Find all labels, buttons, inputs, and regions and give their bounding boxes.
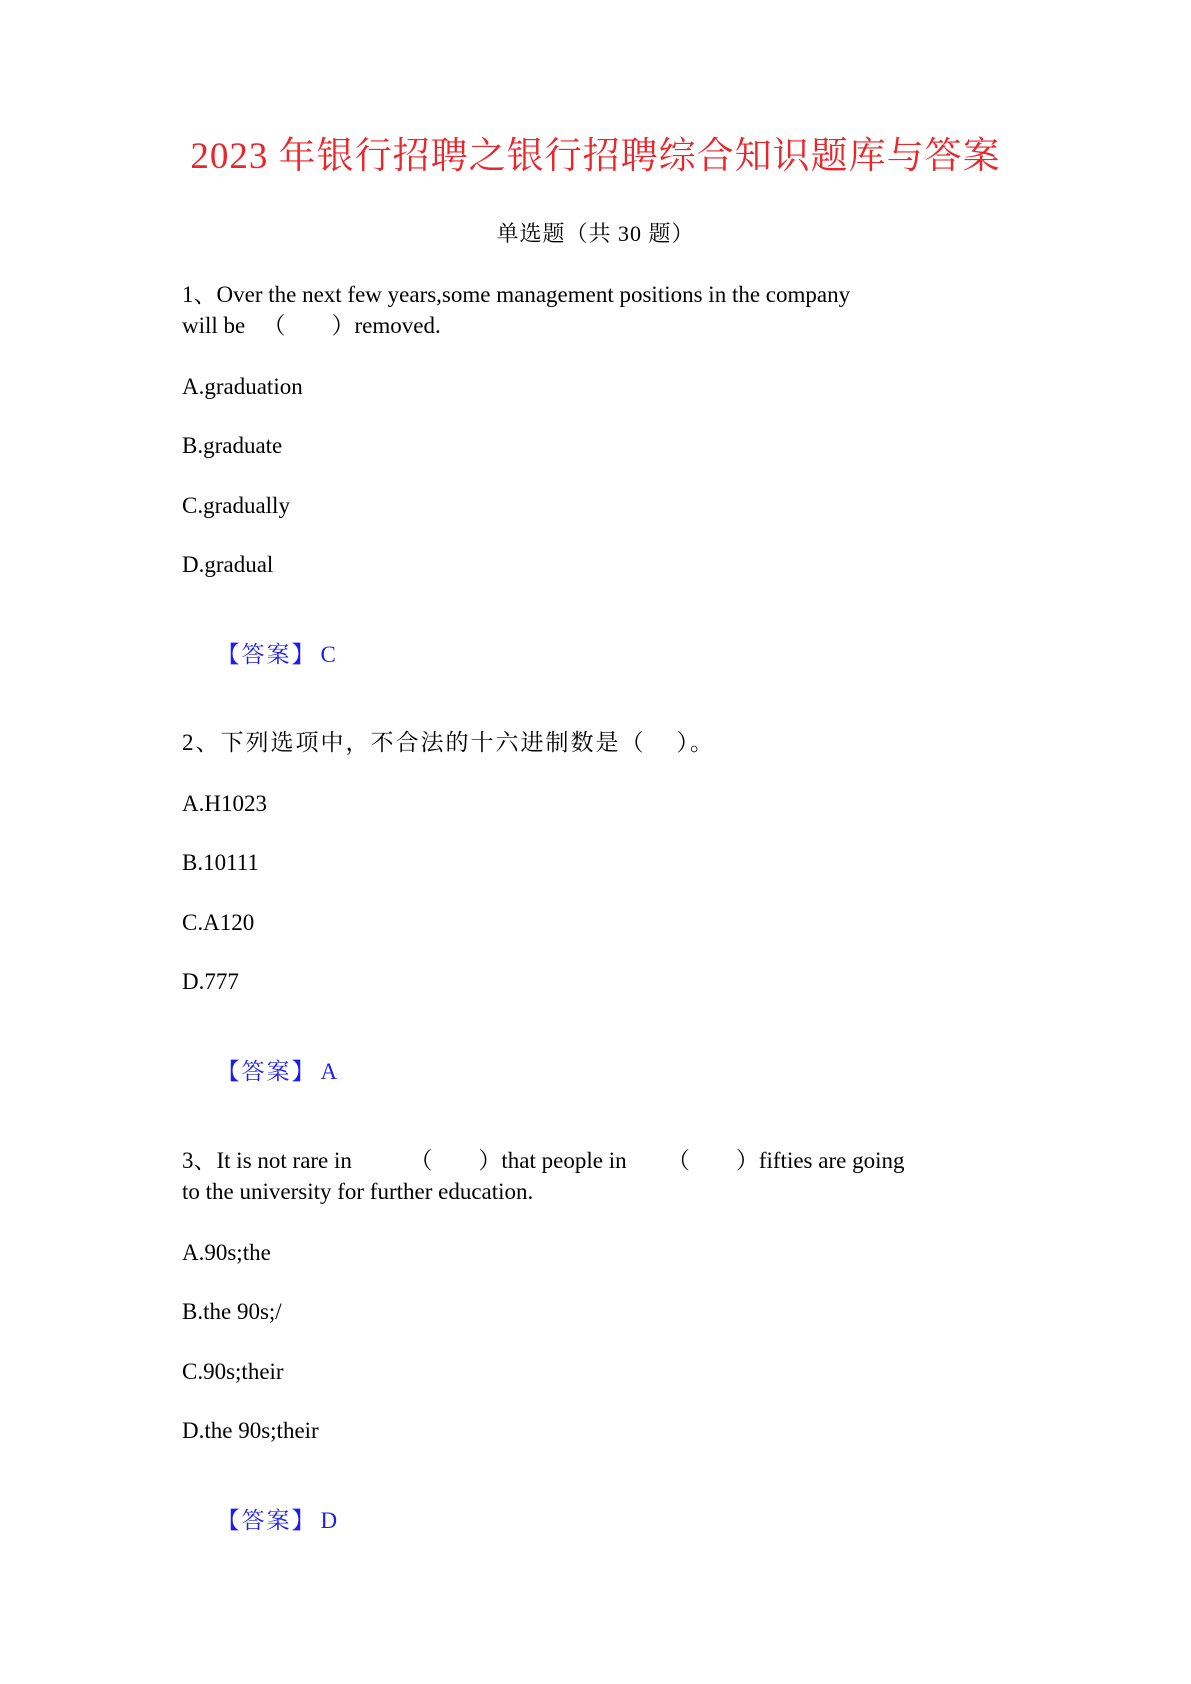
question-stem-line: will be （ ）removed. xyxy=(182,313,441,338)
option-d: D.the 90s;their xyxy=(182,1418,319,1443)
question-2 xyxy=(182,728,1142,1084)
answer-value: A xyxy=(320,1058,338,1084)
option-c: C.gradually xyxy=(182,492,290,518)
option-a: A.90s;the xyxy=(182,1239,271,1265)
answer-line xyxy=(182,1476,1142,1533)
section-heading: 单选题（共 30 题） xyxy=(496,221,695,246)
question-stem-line: 2、下列选项中，不合法的十六进制数是（ ）。 xyxy=(182,730,715,755)
option-d: D.gradual xyxy=(182,552,274,577)
option-b: B.graduate xyxy=(182,433,283,458)
answer-value: C xyxy=(320,641,336,667)
option-b: B.the 90s;/ xyxy=(182,1299,282,1324)
option-c: C.A120 xyxy=(182,909,255,935)
answer-label: 【答案】 xyxy=(216,641,317,667)
option-b: B.10111 xyxy=(182,850,259,875)
question-1 xyxy=(182,280,1142,667)
answer-line xyxy=(182,1027,1142,1084)
option-c: C.90s;their xyxy=(182,1358,284,1384)
option-d: D.777 xyxy=(182,969,239,994)
document-title: 2023 年银行招聘之银行招聘综合知识题库与答案 xyxy=(190,136,1001,177)
answer-value: D xyxy=(320,1507,338,1533)
answer-label: 【答案】 xyxy=(216,1507,317,1533)
answer-label: 【答案】 xyxy=(216,1058,317,1084)
question-stem-line: 1、Over the next few years,some management positions in the company xyxy=(182,282,851,307)
option-a: A.H1023 xyxy=(182,790,267,816)
answer-line xyxy=(182,610,1142,667)
option-a: A.graduation xyxy=(182,373,303,399)
question-stem-line: 3、It is not rare in （ ）that people in （ ）fifties are going xyxy=(182,1148,905,1173)
question-3 xyxy=(182,1146,1142,1533)
question-stem-line: to the university for further education. xyxy=(182,1179,534,1204)
